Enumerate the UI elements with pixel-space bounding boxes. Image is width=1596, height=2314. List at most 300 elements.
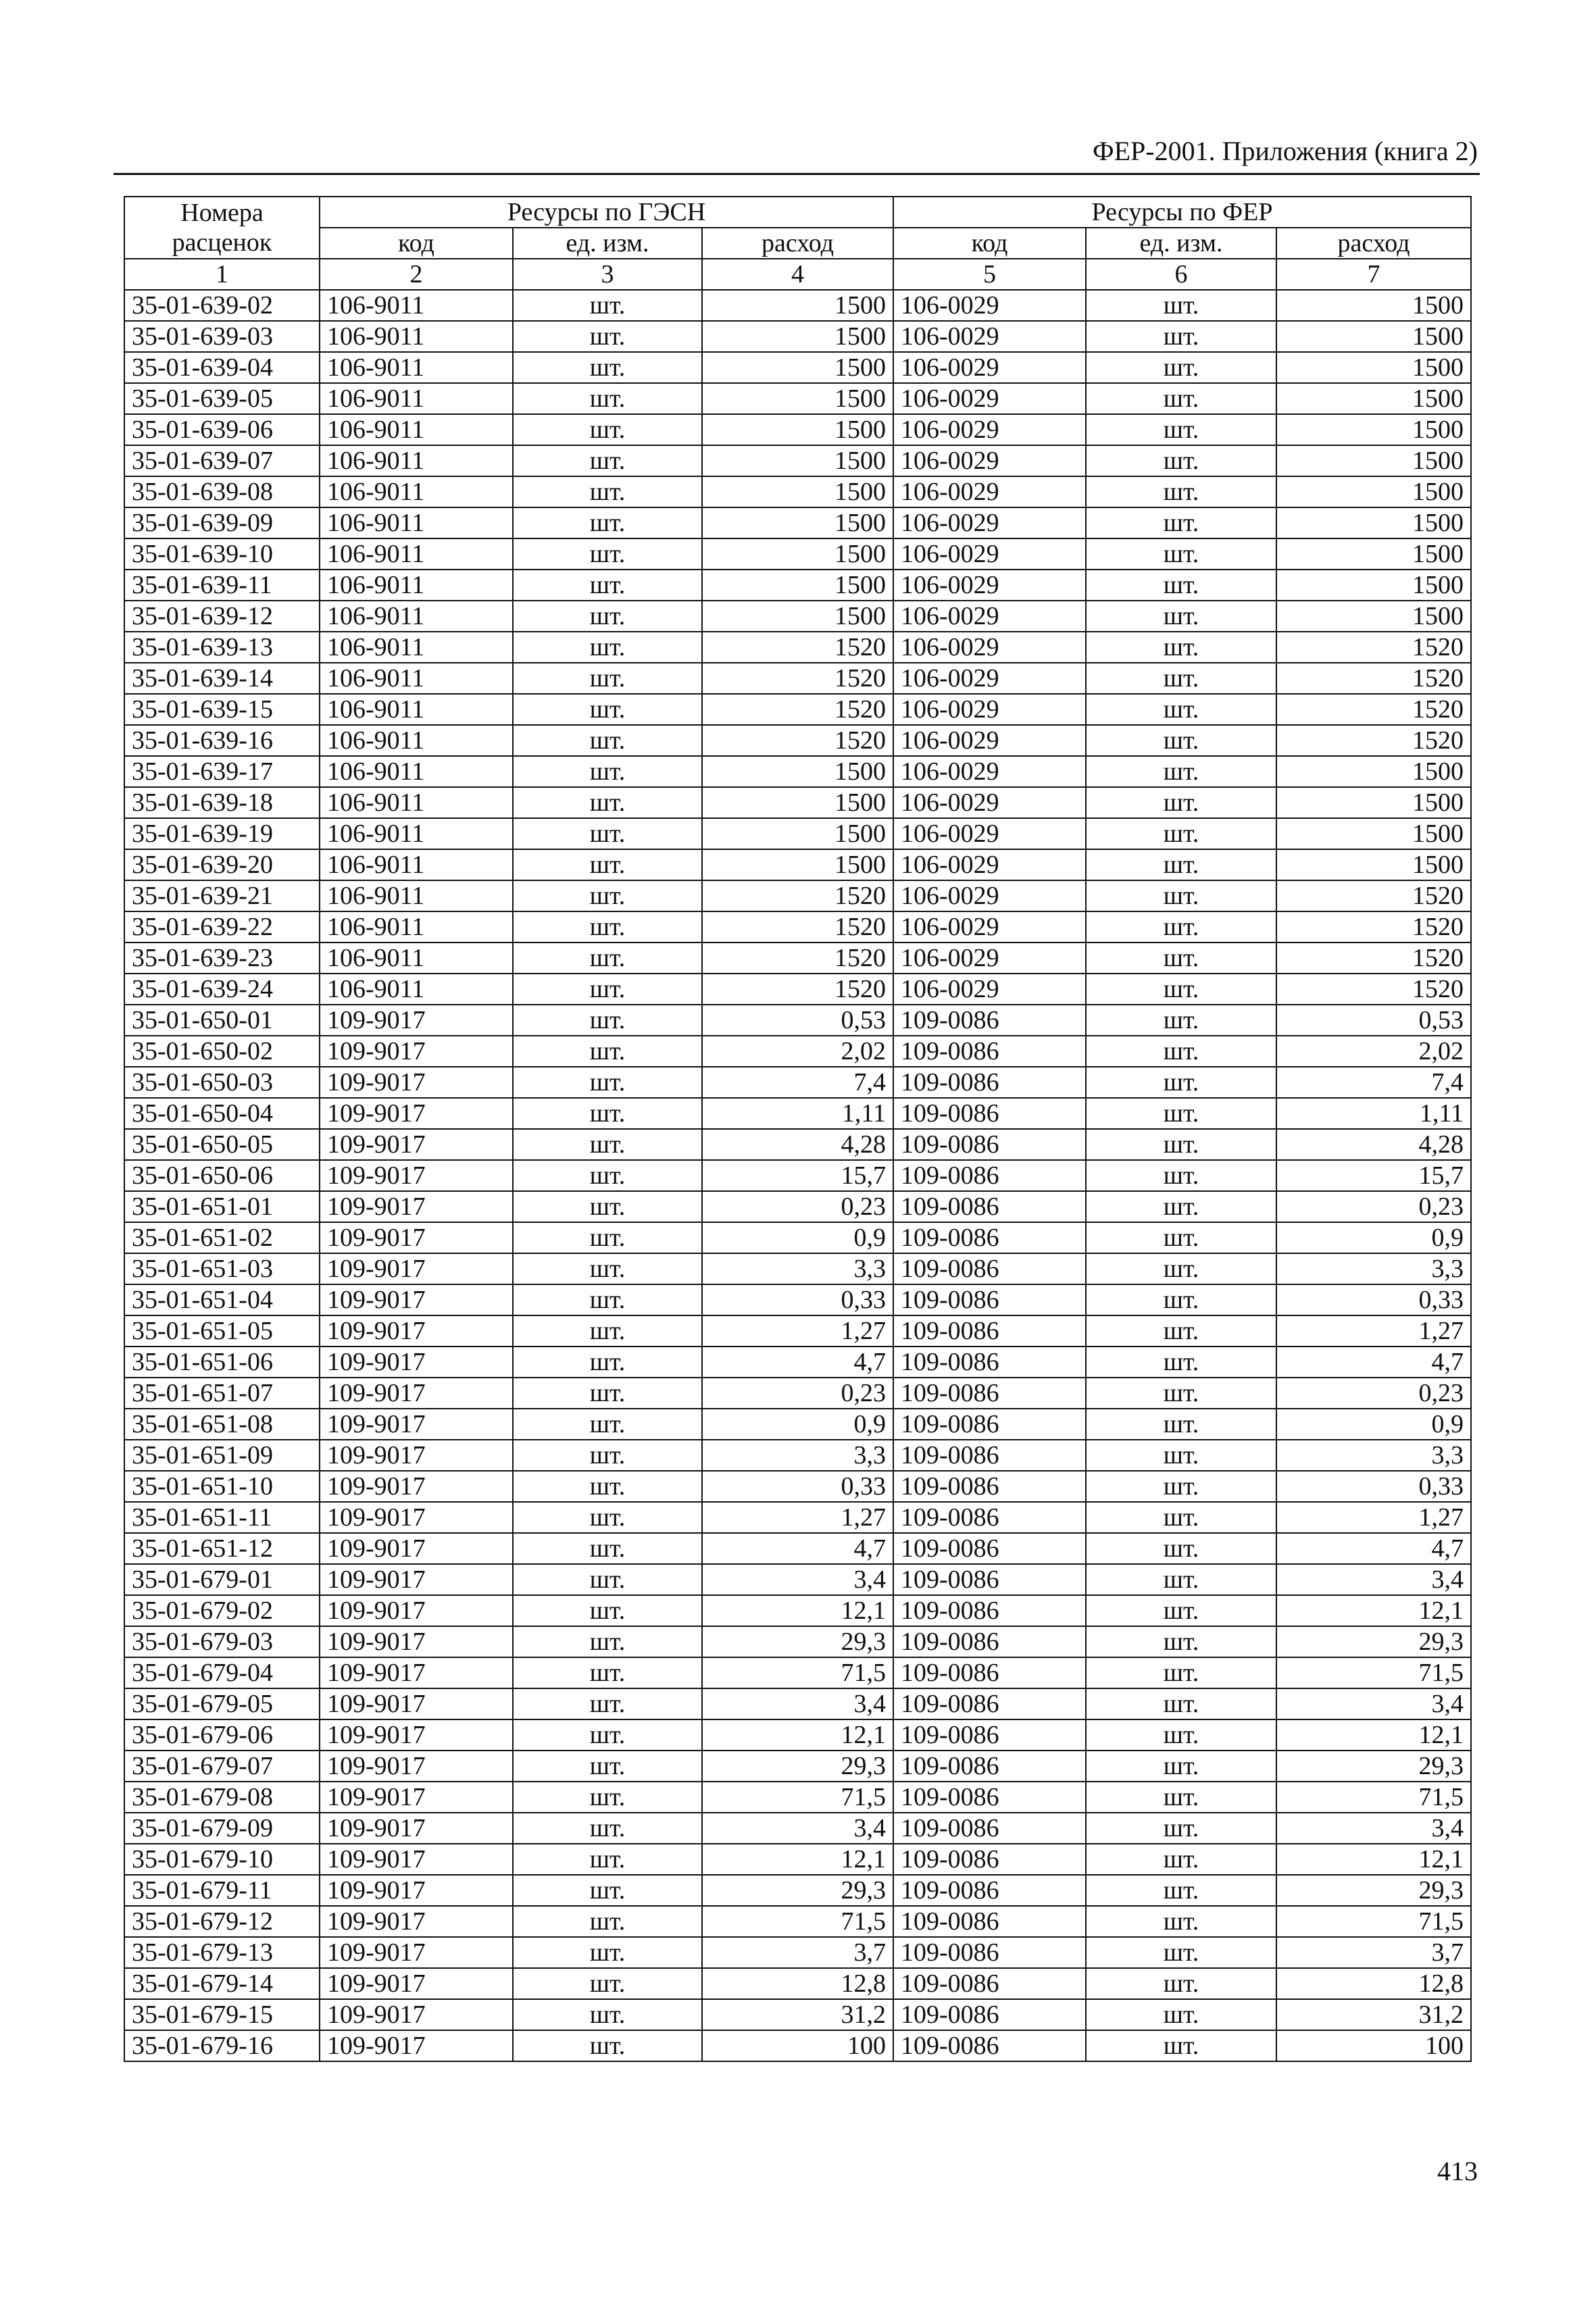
gesn-unit-cell: шт. [513, 1968, 702, 1999]
gesn-unit-cell: шт. [513, 1067, 702, 1098]
fer-unit-cell: шт. [1086, 880, 1276, 911]
rate-number-cell: 35-01-650-01 [124, 1005, 320, 1036]
column-number: 1 [124, 259, 320, 290]
gesn-consumption-cell: 1500 [702, 321, 893, 352]
fer-code-cell: 106-0029 [893, 756, 1086, 787]
gesn-consumption-cell: 3,4 [702, 1564, 893, 1595]
gesn-code-cell: 106-9011 [320, 321, 513, 352]
fer-unit-cell: шт. [1086, 1098, 1276, 1129]
fer-unit-cell: шт. [1086, 725, 1276, 756]
fer-unit-cell: шт. [1086, 1129, 1276, 1160]
gesn-unit-cell: шт. [513, 1005, 702, 1036]
fer-code-cell: 106-0029 [893, 538, 1086, 570]
rate-number-cell: 35-01-679-14 [124, 1968, 320, 1999]
gesn-unit-cell: шт. [513, 1813, 702, 1844]
gesn-consumption-cell: 12,8 [702, 1968, 893, 1999]
fer-consumption-cell: 29,3 [1276, 1626, 1471, 1657]
fer-unit-cell: шт. [1086, 1875, 1276, 1906]
fer-consumption-cell: 1520 [1276, 974, 1471, 1005]
gesn-consumption-cell: 1500 [702, 414, 893, 445]
fer-consumption-cell: 1520 [1276, 725, 1471, 756]
rate-number-cell: 35-01-679-12 [124, 1906, 320, 1937]
fer-consumption-cell: 1500 [1276, 601, 1471, 632]
gesn-code-cell: 109-9017 [320, 1782, 513, 1813]
gesn-unit-cell: шт. [513, 1036, 702, 1067]
table-row [124, 1719, 1471, 1751]
fer-code-cell: 109-0086 [893, 1813, 1086, 1844]
fer-unit-cell: шт. [1086, 911, 1276, 942]
fer-unit-cell: шт. [1086, 1409, 1276, 1440]
gesn-code-cell: 106-9011 [320, 414, 513, 445]
gesn-consumption-cell: 3,3 [702, 1440, 893, 1471]
rate-number-cell: 35-01-639-24 [124, 974, 320, 1005]
gesn-unit-cell: шт. [513, 942, 702, 974]
rate-number-cell: 35-01-679-07 [124, 1751, 320, 1782]
table-body [124, 290, 1471, 2061]
fer-unit-cell: шт. [1086, 352, 1276, 383]
fer-consumption-cell: 1500 [1276, 787, 1471, 818]
fer-consumption-cell: 100 [1276, 2030, 1471, 2061]
fer-consumption-cell: 4,7 [1276, 1347, 1471, 1378]
rate-number-cell: 35-01-679-08 [124, 1782, 320, 1813]
rate-number-cell: 35-01-639-05 [124, 383, 320, 414]
fer-code-cell: 109-0086 [893, 1719, 1086, 1751]
gesn-unit-cell: шт. [513, 787, 702, 818]
gesn-consumption-cell: 1500 [702, 290, 893, 321]
column-number: 4 [702, 259, 893, 290]
gesn-code-cell: 106-9011 [320, 911, 513, 942]
fer-unit-cell: шт. [1086, 1719, 1276, 1751]
gesn-code-cell: 109-9017 [320, 1253, 513, 1284]
gesn-code-cell: 106-9011 [320, 632, 513, 663]
fer-code-cell: 106-0029 [893, 849, 1086, 880]
fer-unit-cell: шт. [1086, 1564, 1276, 1595]
header-row-column-numbers [124, 259, 1471, 290]
rate-number-cell: 35-01-639-14 [124, 663, 320, 694]
fer-consumption-cell: 0,33 [1276, 1471, 1471, 1502]
gesn-consumption-cell: 1520 [702, 632, 893, 663]
table-row [124, 1906, 1471, 1937]
gesn-consumption-cell: 0,23 [702, 1378, 893, 1409]
table-row [124, 1751, 1471, 1782]
gesn-unit-cell: шт. [513, 1471, 702, 1502]
gesn-code-cell: 106-9011 [320, 756, 513, 787]
gesn-unit-cell: шт. [513, 1937, 702, 1968]
table-row [124, 1688, 1471, 1719]
fer-consumption-cell: 3,4 [1276, 1688, 1471, 1719]
table-row [124, 1657, 1471, 1688]
fer-consumption-cell: 0,33 [1276, 1284, 1471, 1315]
fer-unit-cell: шт. [1086, 1688, 1276, 1719]
fer-unit-cell: шт. [1086, 974, 1276, 1005]
fer-code-cell: 109-0086 [893, 1005, 1086, 1036]
fer-code-cell: 109-0086 [893, 1688, 1086, 1719]
column-number: 6 [1086, 259, 1276, 290]
rate-number-cell: 35-01-679-09 [124, 1813, 320, 1844]
table-row [124, 942, 1471, 974]
gesn-unit-cell: шт. [513, 849, 702, 880]
fer-consumption-cell: 1520 [1276, 880, 1471, 911]
gesn-consumption-cell: 1520 [702, 942, 893, 974]
rate-number-cell: 35-01-651-04 [124, 1284, 320, 1315]
table-row [124, 1098, 1471, 1129]
gesn-unit-cell: шт. [513, 1502, 702, 1533]
gesn-consumption-cell: 71,5 [702, 1657, 893, 1688]
fer-code-cell: 109-0086 [893, 1595, 1086, 1626]
fer-code-cell: 106-0029 [893, 476, 1086, 507]
gesn-code-cell: 109-9017 [320, 1844, 513, 1875]
gesn-consumption-cell: 1520 [702, 725, 893, 756]
gesn-consumption-cell: 1500 [702, 818, 893, 849]
fer-unit-cell: шт. [1086, 1347, 1276, 1378]
header-row-subcolumns [124, 228, 1471, 259]
fer-unit-cell: шт. [1086, 694, 1276, 725]
fer-unit-cell: шт. [1086, 1036, 1276, 1067]
rate-number-cell: 35-01-679-16 [124, 2030, 320, 2061]
table-row [124, 1937, 1471, 1968]
gesn-consumption-cell: 1520 [702, 880, 893, 911]
fer-code-cell: 109-0086 [893, 1533, 1086, 1564]
gesn-unit-cell: шт. [513, 1595, 702, 1626]
gesn-code-cell: 106-9011 [320, 663, 513, 694]
column-number: 2 [320, 259, 513, 290]
rate-number-cell: 35-01-639-19 [124, 818, 320, 849]
gesn-unit-cell: шт. [513, 414, 702, 445]
gesn-code-cell: 106-9011 [320, 601, 513, 632]
table-row [124, 476, 1471, 507]
gesn-code-cell: 109-9017 [320, 1595, 513, 1626]
fer-unit-cell: шт. [1086, 383, 1276, 414]
fer-code-cell: 106-0029 [893, 911, 1086, 942]
table-row [124, 538, 1471, 570]
table-row [124, 1968, 1471, 1999]
gesn-code-cell: 106-9011 [320, 476, 513, 507]
fer-unit-cell: шт. [1086, 663, 1276, 694]
gesn-code-cell: 109-9017 [320, 1440, 513, 1471]
table-row [124, 570, 1471, 601]
fer-consumption-cell: 7,4 [1276, 1067, 1471, 1098]
gesn-consumption-cell: 3,4 [702, 1813, 893, 1844]
fer-code-cell: 109-0086 [893, 1222, 1086, 1253]
gesn-consumption-cell: 0,23 [702, 1191, 893, 1222]
gesn-unit-cell: шт. [513, 1719, 702, 1751]
rate-number-cell: 35-01-639-17 [124, 756, 320, 787]
rate-number-cell: 35-01-679-05 [124, 1688, 320, 1719]
fer-code-cell: 109-0086 [893, 1471, 1086, 1502]
table-row [124, 694, 1471, 725]
gesn-unit-cell: шт. [513, 756, 702, 787]
gesn-code-cell: 106-9011 [320, 352, 513, 383]
page-header-title: ФЕР-2001. Приложения (книга 2) [1093, 136, 1478, 166]
gesn-consumption-cell: 0,33 [702, 1471, 893, 1502]
gesn-code-cell: 106-9011 [320, 290, 513, 321]
rate-number-cell: 35-01-639-08 [124, 476, 320, 507]
gesn-consumption-cell: 1520 [702, 974, 893, 1005]
table-row [124, 1253, 1471, 1284]
table-row [124, 1222, 1471, 1253]
rate-number-cell: 35-01-651-07 [124, 1378, 320, 1409]
gesn-unit-cell: шт. [513, 352, 702, 383]
fer-unit-cell: шт. [1086, 1253, 1276, 1284]
fer-consumption-cell: 29,3 [1276, 1751, 1471, 1782]
gesn-code-cell: 109-9017 [320, 1098, 513, 1129]
fer-unit-cell: шт. [1086, 507, 1276, 538]
rate-number-cell: 35-01-651-10 [124, 1471, 320, 1502]
fer-consumption-cell: 1520 [1276, 632, 1471, 663]
rate-number-cell: 35-01-639-06 [124, 414, 320, 445]
rate-number-cell: 35-01-639-11 [124, 570, 320, 601]
fer-code-cell: 109-0086 [893, 1253, 1086, 1284]
gesn-unit-cell: шт. [513, 1688, 702, 1719]
gesn-unit-cell: шт. [513, 445, 702, 476]
gesn-consumption-cell: 1520 [702, 911, 893, 942]
rate-number-cell: 35-01-639-07 [124, 445, 320, 476]
fer-consumption-cell: 0,23 [1276, 1191, 1471, 1222]
table-row [124, 352, 1471, 383]
fer-code-cell: 109-0086 [893, 1160, 1086, 1191]
fer-code-cell: 106-0029 [893, 787, 1086, 818]
fer-consumption-cell: 1,27 [1276, 1315, 1471, 1347]
fer-code-cell: 109-0086 [893, 1347, 1086, 1378]
table-row [124, 1284, 1471, 1315]
table-row [124, 663, 1471, 694]
col-header-fer-consumption: расход [1276, 228, 1471, 259]
fer-unit-cell: шт. [1086, 1844, 1276, 1875]
fer-unit-cell: шт. [1086, 1284, 1276, 1315]
gesn-code-cell: 109-9017 [320, 1875, 513, 1906]
gesn-unit-cell: шт. [513, 818, 702, 849]
fer-consumption-cell: 0,23 [1276, 1378, 1471, 1409]
table-row [124, 2030, 1471, 2061]
header-row-groups [124, 197, 1471, 228]
fer-unit-cell: шт. [1086, 601, 1276, 632]
table-row [124, 1129, 1471, 1160]
gesn-consumption-cell: 0,33 [702, 1284, 893, 1315]
fer-code-cell: 109-0086 [893, 1440, 1086, 1471]
fer-unit-cell: шт. [1086, 2030, 1276, 2061]
fer-code-cell: 109-0086 [893, 1098, 1086, 1129]
rate-number-cell: 35-01-639-22 [124, 911, 320, 942]
table-row [124, 445, 1471, 476]
col-header-fer-code: код [893, 228, 1086, 259]
rate-number-cell: 35-01-651-08 [124, 1409, 320, 1440]
fer-unit-cell: шт. [1086, 756, 1276, 787]
table-row [124, 1533, 1471, 1564]
gesn-unit-cell: шт. [513, 1284, 702, 1315]
rate-number-cell: 35-01-679-10 [124, 1844, 320, 1875]
gesn-code-cell: 106-9011 [320, 849, 513, 880]
gesn-unit-cell: шт. [513, 1253, 702, 1284]
gesn-consumption-cell: 1500 [702, 476, 893, 507]
gesn-code-cell: 109-9017 [320, 1533, 513, 1564]
gesn-consumption-cell: 29,3 [702, 1626, 893, 1657]
table-row [124, 787, 1471, 818]
fer-code-cell: 106-0029 [893, 601, 1086, 632]
fer-unit-cell: шт. [1086, 1657, 1276, 1688]
fer-consumption-cell: 15,7 [1276, 1160, 1471, 1191]
fer-code-cell: 106-0029 [893, 352, 1086, 383]
column-number: 3 [513, 259, 702, 290]
rate-number-cell: 35-01-639-13 [124, 632, 320, 663]
resources-table [124, 196, 1472, 2062]
gesn-consumption-cell: 1500 [702, 383, 893, 414]
fer-code-cell: 109-0086 [893, 2030, 1086, 2061]
gesn-consumption-cell: 3,3 [702, 1253, 893, 1284]
fer-consumption-cell: 3,4 [1276, 1564, 1471, 1595]
fer-unit-cell: шт. [1086, 414, 1276, 445]
gesn-consumption-cell: 1520 [702, 663, 893, 694]
fer-code-cell: 109-0086 [893, 1409, 1086, 1440]
fer-code-cell: 109-0086 [893, 1657, 1086, 1688]
fer-consumption-cell: 1,27 [1276, 1502, 1471, 1533]
gesn-code-cell: 109-9017 [320, 1906, 513, 1937]
fer-unit-cell: шт. [1086, 321, 1276, 352]
fer-consumption-cell: 0,9 [1276, 1409, 1471, 1440]
fer-unit-cell: шт. [1086, 1067, 1276, 1098]
fer-code-cell: 109-0086 [893, 1378, 1086, 1409]
fer-code-cell: 106-0029 [893, 570, 1086, 601]
gesn-consumption-cell: 1500 [702, 507, 893, 538]
gesn-code-cell: 109-9017 [320, 1688, 513, 1719]
fer-unit-cell: шт. [1086, 476, 1276, 507]
fer-code-cell: 106-0029 [893, 974, 1086, 1005]
gesn-consumption-cell: 1500 [702, 570, 893, 601]
gesn-code-cell: 106-9011 [320, 694, 513, 725]
gesn-code-cell: 106-9011 [320, 787, 513, 818]
table-row [124, 1502, 1471, 1533]
rate-number-cell: 35-01-639-10 [124, 538, 320, 570]
table-row [124, 1440, 1471, 1471]
rate-number-cell: 35-01-651-11 [124, 1502, 320, 1533]
table-row [124, 1005, 1471, 1036]
fer-unit-cell: шт. [1086, 942, 1276, 974]
gesn-code-cell: 109-9017 [320, 1160, 513, 1191]
fer-unit-cell: шт. [1086, 1595, 1276, 1626]
gesn-unit-cell: шт. [513, 1844, 702, 1875]
gesn-unit-cell: шт. [513, 1440, 702, 1471]
fer-unit-cell: шт. [1086, 538, 1276, 570]
col-header-gesn-consumption: расход [702, 228, 893, 259]
table-row [124, 1315, 1471, 1347]
table-row [124, 1409, 1471, 1440]
gesn-consumption-cell: 7,4 [702, 1067, 893, 1098]
table-row [124, 632, 1471, 663]
fer-consumption-cell: 1500 [1276, 818, 1471, 849]
gesn-consumption-cell: 1500 [702, 538, 893, 570]
gesn-unit-cell: шт. [513, 1906, 702, 1937]
gesn-code-cell: 106-9011 [320, 974, 513, 1005]
rate-number-cell: 35-01-679-13 [124, 1937, 320, 1968]
rate-number-cell: 35-01-679-02 [124, 1595, 320, 1626]
fer-code-cell: 109-0086 [893, 1315, 1086, 1347]
fer-consumption-cell: 29,3 [1276, 1875, 1471, 1906]
gesn-consumption-cell: 1500 [702, 445, 893, 476]
gesn-unit-cell: шт. [513, 1315, 702, 1347]
gesn-unit-cell: шт. [513, 663, 702, 694]
fer-unit-cell: шт. [1086, 1533, 1276, 1564]
gesn-consumption-cell: 1500 [702, 756, 893, 787]
gesn-code-cell: 109-9017 [320, 1284, 513, 1315]
fer-unit-cell: шт. [1086, 787, 1276, 818]
gesn-unit-cell: шт. [513, 1098, 702, 1129]
fer-consumption-cell: 31,2 [1276, 1999, 1471, 2030]
gesn-code-cell: 106-9011 [320, 507, 513, 538]
table-row [124, 383, 1471, 414]
rate-number-cell: 35-01-650-02 [124, 1036, 320, 1067]
fer-unit-cell: шт. [1086, 1626, 1276, 1657]
rate-number-cell: 35-01-639-16 [124, 725, 320, 756]
fer-code-cell: 109-0086 [893, 1502, 1086, 1533]
gesn-code-cell: 109-9017 [320, 1191, 513, 1222]
gesn-unit-cell: шт. [513, 1875, 702, 1906]
fer-unit-cell: шт. [1086, 1937, 1276, 1968]
fer-code-cell: 109-0086 [893, 1036, 1086, 1067]
gesn-unit-cell: шт. [513, 1378, 702, 1409]
gesn-consumption-cell: 1,11 [702, 1098, 893, 1129]
gesn-unit-cell: шт. [513, 1191, 702, 1222]
gesn-unit-cell: шт. [513, 476, 702, 507]
rate-number-cell: 35-01-651-09 [124, 1440, 320, 1471]
rate-number-cell: 35-01-639-15 [124, 694, 320, 725]
fer-code-cell: 106-0029 [893, 663, 1086, 694]
gesn-unit-cell: шт. [513, 911, 702, 942]
table-row [124, 1844, 1471, 1875]
gesn-consumption-cell: 0,9 [702, 1222, 893, 1253]
gesn-unit-cell: шт. [513, 1129, 702, 1160]
fer-consumption-cell: 12,1 [1276, 1595, 1471, 1626]
table-row [124, 290, 1471, 321]
table-row [124, 1564, 1471, 1595]
fer-consumption-cell: 1500 [1276, 414, 1471, 445]
fer-consumption-cell: 1500 [1276, 756, 1471, 787]
fer-consumption-cell: 71,5 [1276, 1906, 1471, 1937]
gesn-consumption-cell: 4,28 [702, 1129, 893, 1160]
rate-number-cell: 35-01-651-03 [124, 1253, 320, 1284]
gesn-consumption-cell: 0,53 [702, 1005, 893, 1036]
fer-consumption-cell: 0,53 [1276, 1005, 1471, 1036]
rate-number-cell: 35-01-679-15 [124, 1999, 320, 2030]
gesn-code-cell: 109-9017 [320, 1968, 513, 1999]
fer-unit-cell: шт. [1086, 1222, 1276, 1253]
fer-code-cell: 109-0086 [893, 1191, 1086, 1222]
fer-consumption-cell: 2,02 [1276, 1036, 1471, 1067]
gesn-unit-cell: шт. [513, 2030, 702, 2061]
gesn-code-cell: 109-9017 [320, 1347, 513, 1378]
gesn-code-cell: 109-9017 [320, 1937, 513, 1968]
fer-unit-cell: шт. [1086, 818, 1276, 849]
gesn-consumption-cell: 12,1 [702, 1844, 893, 1875]
fer-consumption-cell: 1520 [1276, 663, 1471, 694]
table-row [124, 1191, 1471, 1222]
gesn-unit-cell: шт. [513, 974, 702, 1005]
gesn-code-cell: 106-9011 [320, 538, 513, 570]
fer-consumption-cell: 1500 [1276, 476, 1471, 507]
fer-unit-cell: шт. [1086, 1999, 1276, 2030]
gesn-code-cell: 109-9017 [320, 1005, 513, 1036]
col-header-gesn-unit: ед. изм. [513, 228, 702, 259]
fer-code-cell: 109-0086 [893, 1906, 1086, 1937]
fer-code-cell: 106-0029 [893, 321, 1086, 352]
fer-unit-cell: шт. [1086, 1005, 1276, 1036]
gesn-unit-cell: шт. [513, 570, 702, 601]
fer-consumption-cell: 3,7 [1276, 1937, 1471, 1968]
gesn-unit-cell: шт. [513, 1222, 702, 1253]
gesn-code-cell: 109-9017 [320, 1564, 513, 1595]
fer-consumption-cell: 1500 [1276, 290, 1471, 321]
rate-number-cell: 35-01-650-05 [124, 1129, 320, 1160]
gesn-consumption-cell: 4,7 [702, 1533, 893, 1564]
gesn-unit-cell: шт. [513, 538, 702, 570]
